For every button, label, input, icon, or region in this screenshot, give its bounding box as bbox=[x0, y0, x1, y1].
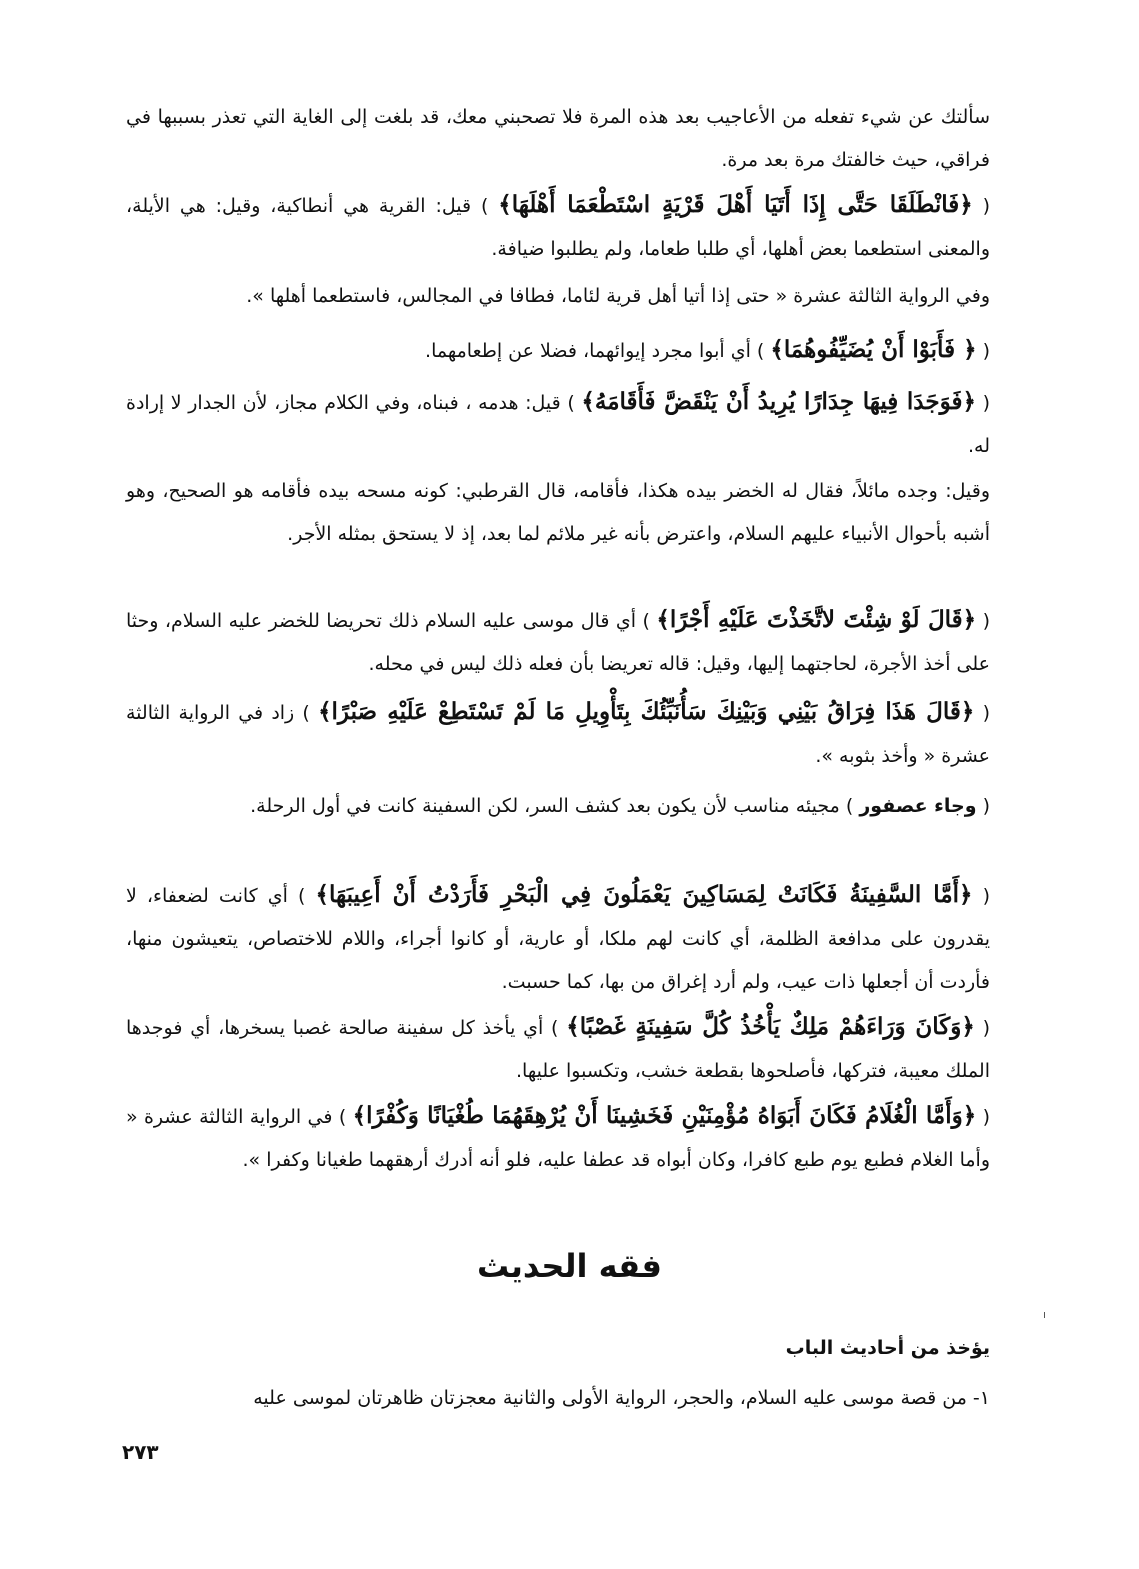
paragraph-text: ) قيل: هدمه ، فبناه، وفي الكلام مجاز، لأن الجدار لا إرادة له. bbox=[126, 392, 990, 457]
paragraph-verse-ship bbox=[126, 873, 990, 1004]
paragraph-qurtubi bbox=[126, 470, 990, 556]
bracket-open: ( bbox=[976, 795, 990, 817]
paragraph-verse-wall bbox=[126, 380, 990, 468]
bracket-open: ( bbox=[976, 1106, 990, 1128]
paragraph-verse-village bbox=[126, 183, 990, 271]
paragraph-text: ) أي قال موسى عليه السلام ذلك تحريضا للخضر عليه السلام، وحثا على أخذ الأجرة، لحاجتهما إليها، وقيل: قاله تعريضا بأن فعله ذلك ليس في محله. bbox=[126, 610, 990, 675]
paragraph-verse-boy bbox=[126, 1094, 990, 1182]
paragraph-verse-refused bbox=[126, 328, 990, 373]
paragraph-text: ) أي أبوا مجرد إيوائهما، فضلا عن إطعامهما. bbox=[425, 340, 771, 362]
paragraph-verse-king bbox=[126, 1005, 990, 1093]
bracket-open: ( bbox=[976, 340, 990, 362]
quran-verse: ﴿قَالَ هَذَا فِرَاقُ بَيْنِي وَبَيْنِكَ سَأُنَبِّئُكَ بِتَأْوِيلِ مَا لَمْ تَسْتَطِعْ عَلَيْهِ صَبْرًا﴾ bbox=[318, 698, 975, 725]
page-number: ٢٧٣ bbox=[122, 1440, 159, 1464]
paragraph-text: ١- من قصة موسى عليه السلام، والحجر، الرواية الأولى والثانية معجزتان ظاهرتان لموسى عليه bbox=[253, 1387, 990, 1409]
bracket-open: ( bbox=[976, 610, 991, 632]
paragraph-text: وفي الرواية الثالثة عشرة « حتى إذا أتيا أهل قرية لئاما، فطافا في المجالس، فاستطعما أهلها ». bbox=[246, 285, 990, 307]
paragraph-text: ) مجيئه مناسب لأن يكون بعد كشف السر، لكن السفينة كانت في أول الرحلة. bbox=[250, 795, 860, 817]
margin-mark bbox=[1044, 1312, 1045, 1318]
paragraph-text: ) في الرواية الثالثة عشرة « وأما الغلام فطبع يوم طبع كافرا، وكان أبواه قد عطفا عليه، فلو أنه أدرك أرهقهما طغيانا وكفرا ». bbox=[126, 1106, 990, 1171]
section-heading: فقه الحديث bbox=[477, 1247, 662, 1285]
paragraph-opening bbox=[126, 96, 990, 182]
bracket-open: ( bbox=[974, 1017, 991, 1039]
quran-verse: ﴿فَانْطَلَقَا حَتَّى إِذَا أَتَيَا أَهْلَ قَرْيَةٍ اسْتَطْعَمَا أَهْلَهَا﴾ bbox=[498, 191, 973, 218]
quran-verse: ﴿ فَأَبَوْا أَنْ يُضَيِّفُوهُمَا﴾ bbox=[770, 336, 977, 363]
paragraph-text: ) أي كانت لضعفاء، لا يقدرون على مدافعة الظلمة، أي كانت لهم ملكا، أو عارية، أو كانوا أجراء، واللام للاختصاص، يتعيشون منها، فأردت أن أجعلها ذات عيب، ولم أرد إغراق من بها، كما حسبت. bbox=[126, 885, 990, 993]
bracket-open: ( bbox=[975, 392, 991, 414]
paragraph-text: ) أي يأخذ كل سفينة صالحة غصبا يسخرها، أي فوجدها الملك معيبة، فتركها، فأصلحوها بقطعة خشب، وتكسبوا عليها. bbox=[126, 1017, 990, 1082]
paragraph-sparrow bbox=[126, 785, 990, 828]
bracket-open: ( bbox=[972, 885, 991, 907]
paragraph-text: ) قيل: القرية هي أنطاكية، وقيل: هي الأيلة، والمعنى استطعما بعض أهلها، أي طلبا طعاما، ولم يطلبوا ضيافة. bbox=[126, 195, 990, 260]
quran-verse: ﴿وَأَمَّا الْغُلَامُ فَكَانَ أَبَوَاهُ مُؤْمِنَيْنِ فَخَشِينَا أَنْ يُرْهِقَهُمَا طُغْيَانًا وَكُفْرًا﴾ bbox=[352, 1102, 977, 1129]
paragraph-text: سألتك عن شيء تفعله من الأعاجيب بعد هذه المرة فلا تصحبني معك، قد بلغت إلى الغاية التي تعذر بسببها في فراقي، حيث خالفتك مرة بعد مرة. bbox=[126, 106, 990, 171]
bold-phrase: وجاء عصفور bbox=[859, 795, 977, 817]
paragraph-narration-13 bbox=[126, 275, 990, 318]
bracket-open: ( bbox=[972, 195, 990, 217]
paragraph-verse-parting bbox=[126, 690, 990, 778]
quran-verse: ﴿فَوَجَدَا فِيهَا جِدَارًا يُرِيدُ أَنْ يَنْقَضَّ فَأَقَامَهُ﴾ bbox=[581, 388, 976, 415]
paragraph-verse-wage bbox=[126, 598, 990, 686]
quran-verse: ﴿أَمَّا السَّفِينَةُ فَكَانَتْ لِمَسَاكِينَ يَعْمَلُونَ فِي الْبَحْرِ فَأَرَدْتُ أَنْ أَعِيبَهَا﴾ bbox=[315, 881, 973, 908]
quran-verse: ﴿وَكَانَ وَرَاءَهُمْ مَلِكٌ يَأْخُذُ كُلَّ سَفِينَةٍ غَصْبًا﴾ bbox=[566, 1013, 975, 1040]
section-subheading: يؤخذ من أحاديث الباب bbox=[785, 1337, 990, 1359]
quran-verse: ﴿قَالَ لَوْ شِئْتَ لاتَّخَذْتَ عَلَيْهِ أَجْرًا﴾ bbox=[656, 606, 977, 633]
paragraph-text: ) زاد في الرواية الثالثة عشرة « وأخذ بثوبه ». bbox=[126, 702, 990, 767]
bracket-open: ( bbox=[974, 702, 990, 724]
paragraph-text: وقيل: وجده مائلاً، فقال له الخضر بيده هكذا، فأقامه، قال القرطبي: كونه مسحه بيده فأقامه هو الصحيح، وهو أشبه بأحوال الأنبياء عليهم السلام، واعترض بأنه غير ملائم لما بعد، إذ لا يستحق بمثله الأجر. bbox=[126, 480, 990, 545]
numbered-point-1 bbox=[126, 1377, 990, 1420]
